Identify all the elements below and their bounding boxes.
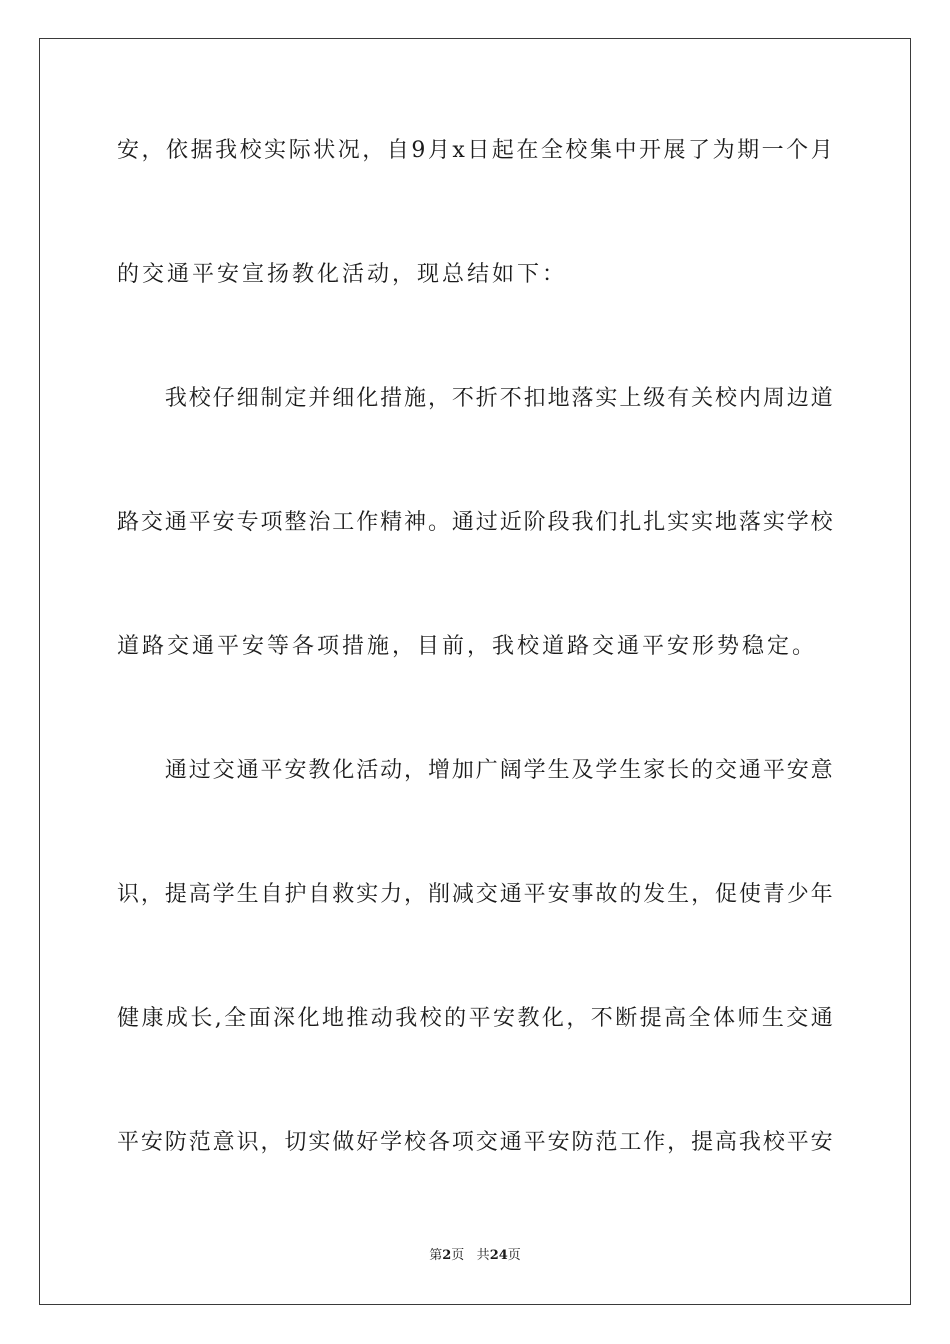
footer-page-number: 2 bbox=[442, 1248, 452, 1263]
page-border bbox=[39, 38, 911, 1305]
footer-page-suffix: 页 bbox=[451, 1248, 465, 1263]
body-line-7: 识，提高学生自护自救实力，削减交通平安事故的发生，促使青少年 bbox=[117, 882, 833, 907]
body-line-1: 安，依据我校实际状况，自9月x日起在全校集中开展了为期一个月 bbox=[117, 138, 833, 163]
body-line-4: 路交通平安专项整治工作精神。通过近阶段我们扎扎实实地落实学校 bbox=[117, 510, 833, 535]
footer-total-suffix: 页 bbox=[507, 1248, 521, 1263]
footer-page-prefix: 第 bbox=[429, 1248, 443, 1263]
body-line-8: 健康成长,全面深化地推动我校的平安教化，不断提高全体师生交通 bbox=[117, 1006, 833, 1031]
footer-total-prefix: 共 bbox=[476, 1248, 490, 1263]
body-line-6: 通过交通平安教化活动，增加广阔学生及学生家长的交通平安意 bbox=[117, 758, 833, 783]
body-line-5: 道路交通平安等各项措施，目前，我校道路交通平安形势稳定。 bbox=[117, 634, 818, 659]
body-line-9: 平安防范意识，切实做好学校各项交通平安防范工作，提高我校平安 bbox=[117, 1130, 833, 1155]
page-footer bbox=[0, 1246, 950, 1266]
body-line-3: 我校仔细制定并细化措施，不折不扣地落实上级有关校内周边道 bbox=[117, 386, 833, 411]
footer-total-pages: 24 bbox=[489, 1248, 508, 1263]
body-line-2: 的交通平安宣扬教化活动，现总结如下： bbox=[117, 262, 568, 287]
